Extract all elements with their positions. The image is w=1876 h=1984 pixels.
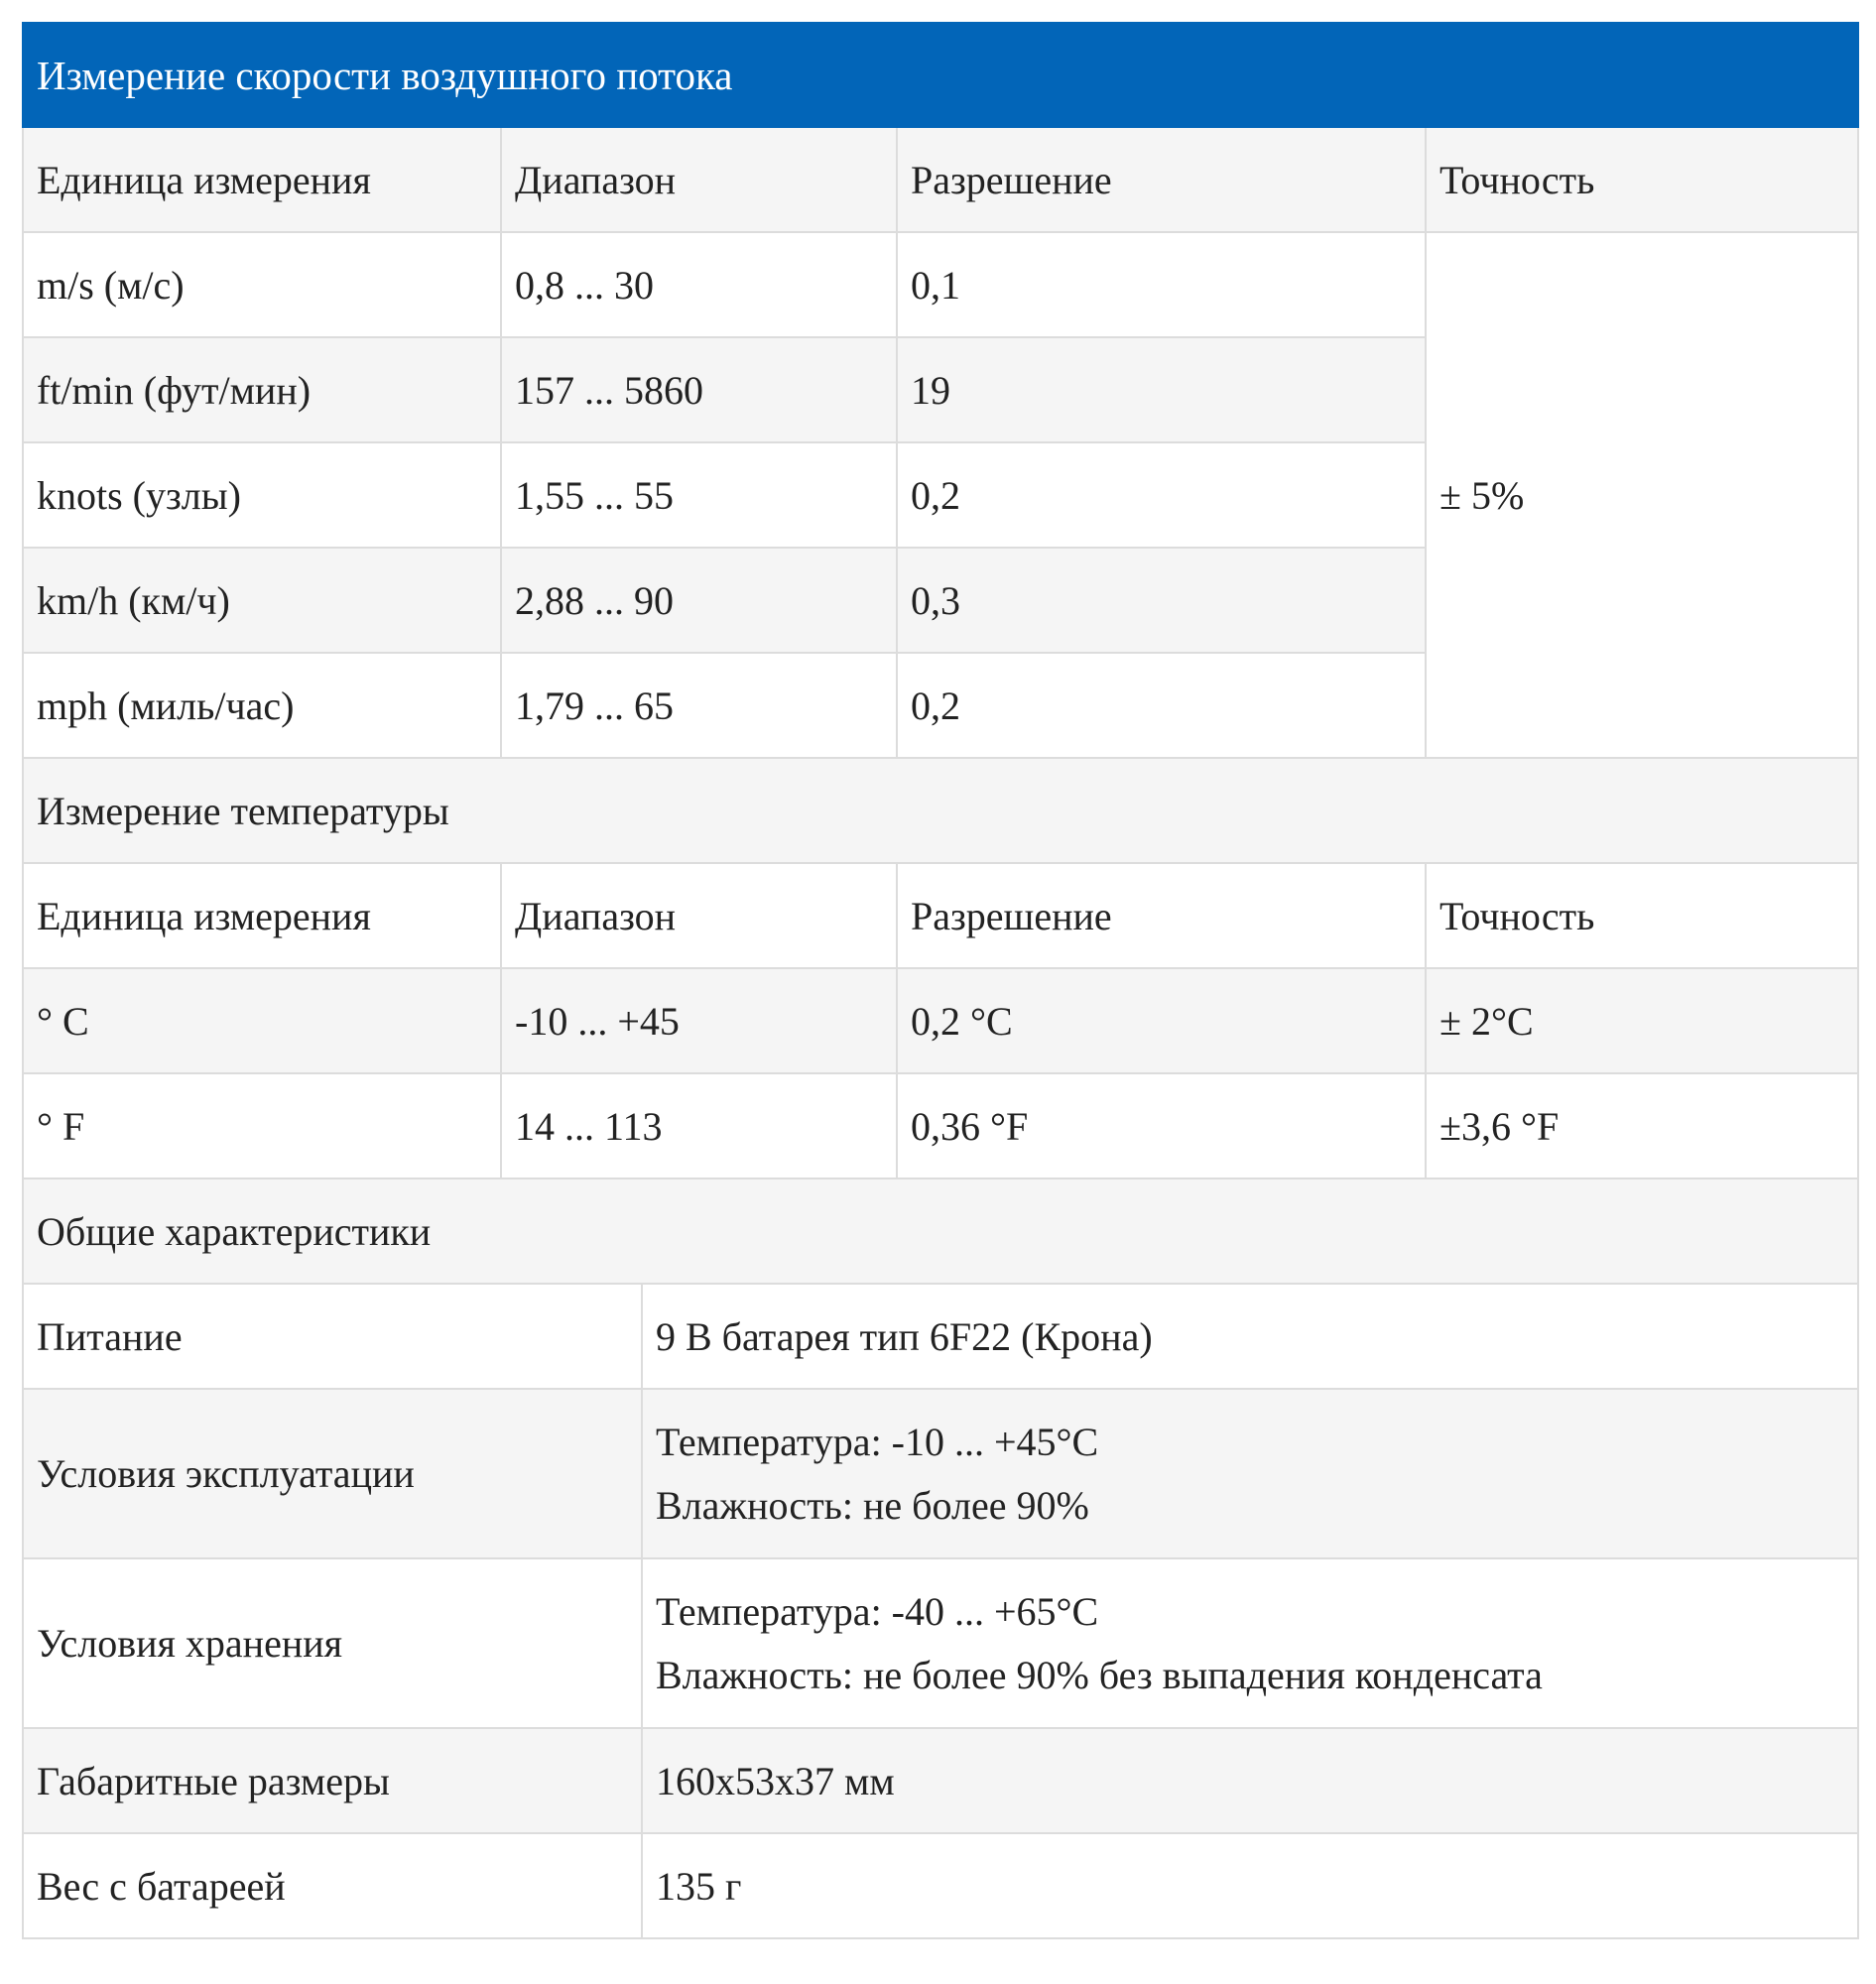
table-row	[23, 1284, 1858, 1389]
unit-cell: m/s (м/с)	[23, 232, 501, 337]
value-line: Температура: -10 ... +45°C	[656, 1419, 1099, 1464]
column-header-range: Диапазон	[501, 863, 897, 968]
general-title-row	[23, 1178, 1858, 1284]
general-table	[22, 1283, 1859, 1939]
airflow-accuracy-cell: ± 5%	[1426, 232, 1858, 758]
value-line: Температура: -40 ... +65°C	[656, 1588, 1099, 1634]
table-row	[23, 232, 1858, 337]
general-value-cell	[642, 1558, 1858, 1728]
general-label-cell: Условия эксплуатации	[23, 1389, 642, 1558]
table-row	[23, 1728, 1858, 1833]
resolution-cell: 0,2 °C	[897, 968, 1426, 1073]
spec-tables	[22, 22, 1857, 1939]
value-line: Влажность: не более 90%	[656, 1482, 1089, 1528]
unit-cell: mph (миль/час)	[23, 653, 501, 758]
unit-cell: ft/min (фут/мин)	[23, 337, 501, 442]
general-label-cell: Питание	[23, 1284, 642, 1389]
range-cell: 1,79 ... 65	[501, 653, 897, 758]
airflow-header-row	[23, 127, 1858, 232]
column-header-unit: Единица измерения	[23, 127, 501, 232]
unit-cell: ° F	[23, 1073, 501, 1178]
resolution-cell: 0,36 °F	[897, 1073, 1426, 1178]
range-cell: 0,8 ... 30	[501, 232, 897, 337]
range-cell: 157 ... 5860	[501, 337, 897, 442]
column-header-resolution: Разрешение	[897, 127, 1426, 232]
resolution-cell: 0,1	[897, 232, 1426, 337]
temperature-title-row	[23, 758, 1858, 863]
column-header-range: Диапазон	[501, 127, 897, 232]
table-row	[23, 1389, 1858, 1558]
table-row	[23, 1558, 1858, 1728]
general-value-cell: 160x53x37 мм	[642, 1728, 1858, 1833]
airflow-title-row	[23, 23, 1858, 127]
resolution-cell: 0,2	[897, 653, 1426, 758]
range-cell: -10 ... +45	[501, 968, 897, 1073]
general-value-cell	[642, 1389, 1858, 1558]
airflow-title: Измерение скорости воздушного потока	[23, 23, 1858, 127]
accuracy-cell: ± 2°C	[1426, 968, 1858, 1073]
temperature-title: Измерение температуры	[23, 758, 1858, 863]
table-row	[23, 1833, 1858, 1938]
column-header-accuracy: Точность	[1426, 127, 1858, 232]
resolution-cell: 19	[897, 337, 1426, 442]
unit-cell: ° C	[23, 968, 501, 1073]
unit-cell: knots (узлы)	[23, 442, 501, 548]
range-cell: 2,88 ... 90	[501, 548, 897, 653]
column-header-accuracy: Точность	[1426, 863, 1858, 968]
general-label-cell: Условия хранения	[23, 1558, 642, 1728]
range-cell: 1,55 ... 55	[501, 442, 897, 548]
general-label-cell: Вес с батареей	[23, 1833, 642, 1938]
general-value-cell: 9 В батарея тип 6F22 (Крона)	[642, 1284, 1858, 1389]
table-row	[23, 1073, 1858, 1178]
table-row	[23, 968, 1858, 1073]
temperature-header-row	[23, 863, 1858, 968]
resolution-cell: 0,3	[897, 548, 1426, 653]
general-value-cell: 135 г	[642, 1833, 1858, 1938]
measurement-table	[22, 22, 1859, 1285]
range-cell: 14 ... 113	[501, 1073, 897, 1178]
unit-cell: km/h (км/ч)	[23, 548, 501, 653]
resolution-cell: 0,2	[897, 442, 1426, 548]
general-label-cell: Габаритные размеры	[23, 1728, 642, 1833]
accuracy-cell: ±3,6 °F	[1426, 1073, 1858, 1178]
general-title: Общие характеристики	[23, 1178, 1858, 1284]
column-header-unit: Единица измерения	[23, 863, 501, 968]
value-line: Влажность: не более 90% без выпадения конденсата	[656, 1652, 1543, 1697]
column-header-resolution: Разрешение	[897, 863, 1426, 968]
